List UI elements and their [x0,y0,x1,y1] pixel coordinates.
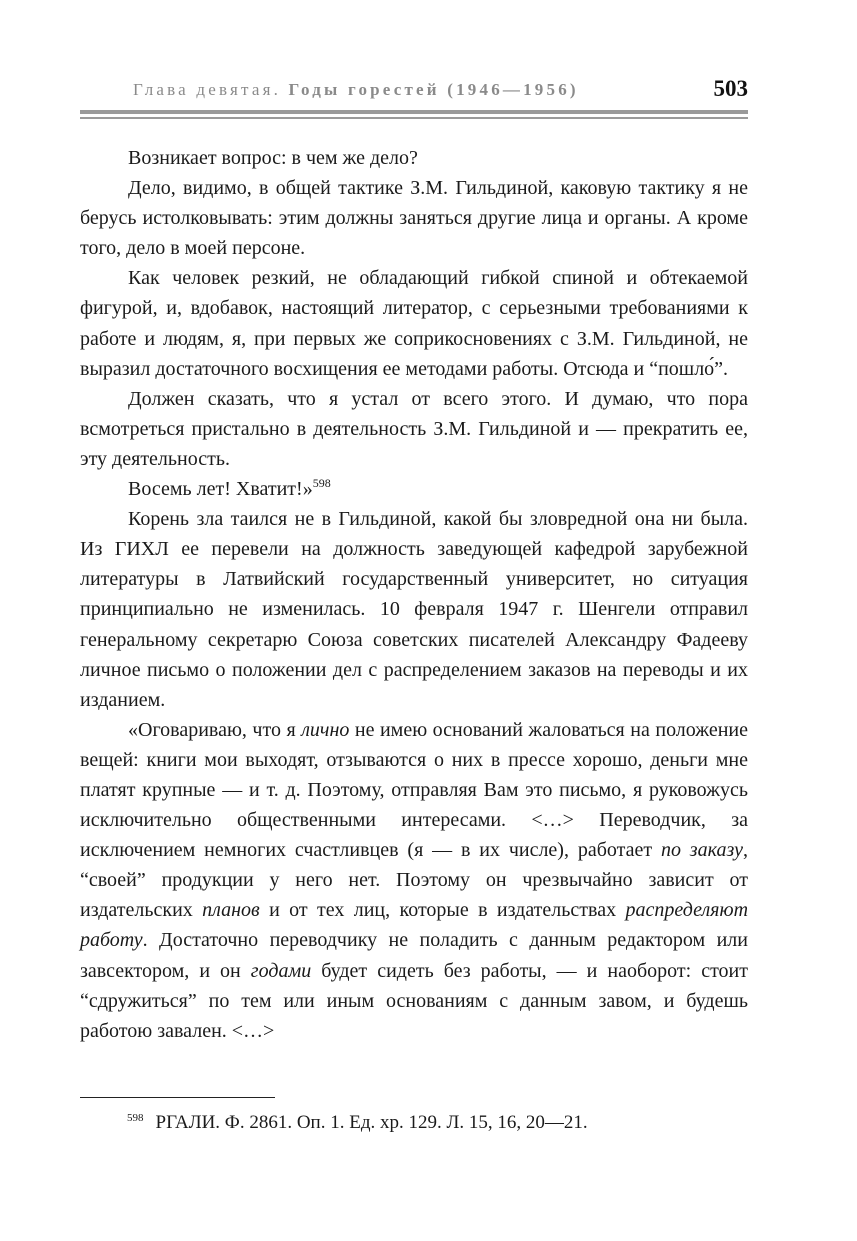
paragraph [80,263,748,383]
running-head-chapter [133,80,579,100]
text-segment: Восемь лет! Хватит!» [128,478,313,501]
paragraph [80,143,748,173]
emphasis-text: планов [202,899,260,922]
text-segment: Возникает вопрос: в чем же дело? [128,147,418,169]
emphasis-text: распределяют работу [80,899,749,952]
running-head-title: Годы горестей (1946—1956) [288,80,579,99]
text-segment: не имею оснований жаловаться на положение вещей: книги мои выходят, отзываются о них в прессе хорошо, деньги мне платят крупные — и т. д. Поэтому, отправляя Вам это письмо, я руковожусь исключительно общественными интересами. <…> Переводчик, за исключением немногих счастливцев (я — в их числе), работает [80,718,749,862]
paragraph [80,504,748,715]
footnote-text: РГАЛИ. Ф. 2861. Оп. 1. Ед. хр. 129. Л. 15, 16, 20—21. [155,1112,588,1133]
emphasis-text: лично [301,718,350,741]
text-segment: Как человек резкий, не обладающий гибкой спиной и обтекаемой фигурой, и, вдобавок, настоящий литератор, с серьезными требованиями к работе и людям, я, при первых же соприкосновениях с З.М. Гильдиной, не выразил достаточного восхищения ее методами работы. Отсюда и “пошло́”. [80,267,748,380]
paragraph [80,474,748,504]
text-segment: «Оговариваю, что я [128,718,302,741]
text-segment: , “своей” продукции у него нет. Поэтому он чрезвычайно зависит от издательских [80,839,749,922]
text-segment: будет сидеть без работы, — и наоборот: стоит “сдружиться” по тем или иным основаниям с данным завом, и будешь работою завален. <…> [80,959,748,1042]
page-number: 503 [713,76,748,101]
text-segment: Должен сказать, что я устал от всего этого. И думаю, что пора всмотреться пристально в деятельность З.М. Гильдиной и — прекратить ее, эту деятельность. [80,387,748,470]
text-segment: и от тех лиц, которые в издательствах [259,899,626,922]
emphasis-text: годами [250,959,312,982]
header-rule-thin [80,117,748,119]
footnote [127,1104,747,1137]
paragraph [80,715,748,1046]
running-head-chapter-label: Глава девятая. [133,80,282,99]
footnote-ref: 598 [312,476,331,491]
paragraph [80,384,748,474]
header-rule-thick [80,110,748,114]
body-text [80,143,748,1046]
paragraph [80,173,748,263]
running-head [133,76,748,104]
text-segment: . Достаточно переводчику не поладить с данным редактором или завсектором, и он [80,929,748,982]
footnote-number: 598 [127,1112,144,1124]
text-segment: Корень зла таился не в Гильдиной, какой бы зловредной она ни была. Из ГИХЛ ее перевели на должность заведующей кафедрой зарубежной литературы в Латвийский государственный университет, но ситуация принципиально не изменилась. 10 февраля 1947 г. Шенгели отправил генеральному секретарю Союза советских писателей Александру Фадееву личное письмо о положении дел с распределением заказов на переводы и их изданием. [80,508,748,711]
emphasis-text: по заказу [660,839,744,862]
text-segment: Дело, видимо, в общей тактике З.М. Гильдиной, каковую тактику я не берусь истолковывать: этим должны заняться другие лица и органы. А кроме того, дело в моей персоне. [80,177,748,260]
footnote-rule [80,1097,275,1098]
